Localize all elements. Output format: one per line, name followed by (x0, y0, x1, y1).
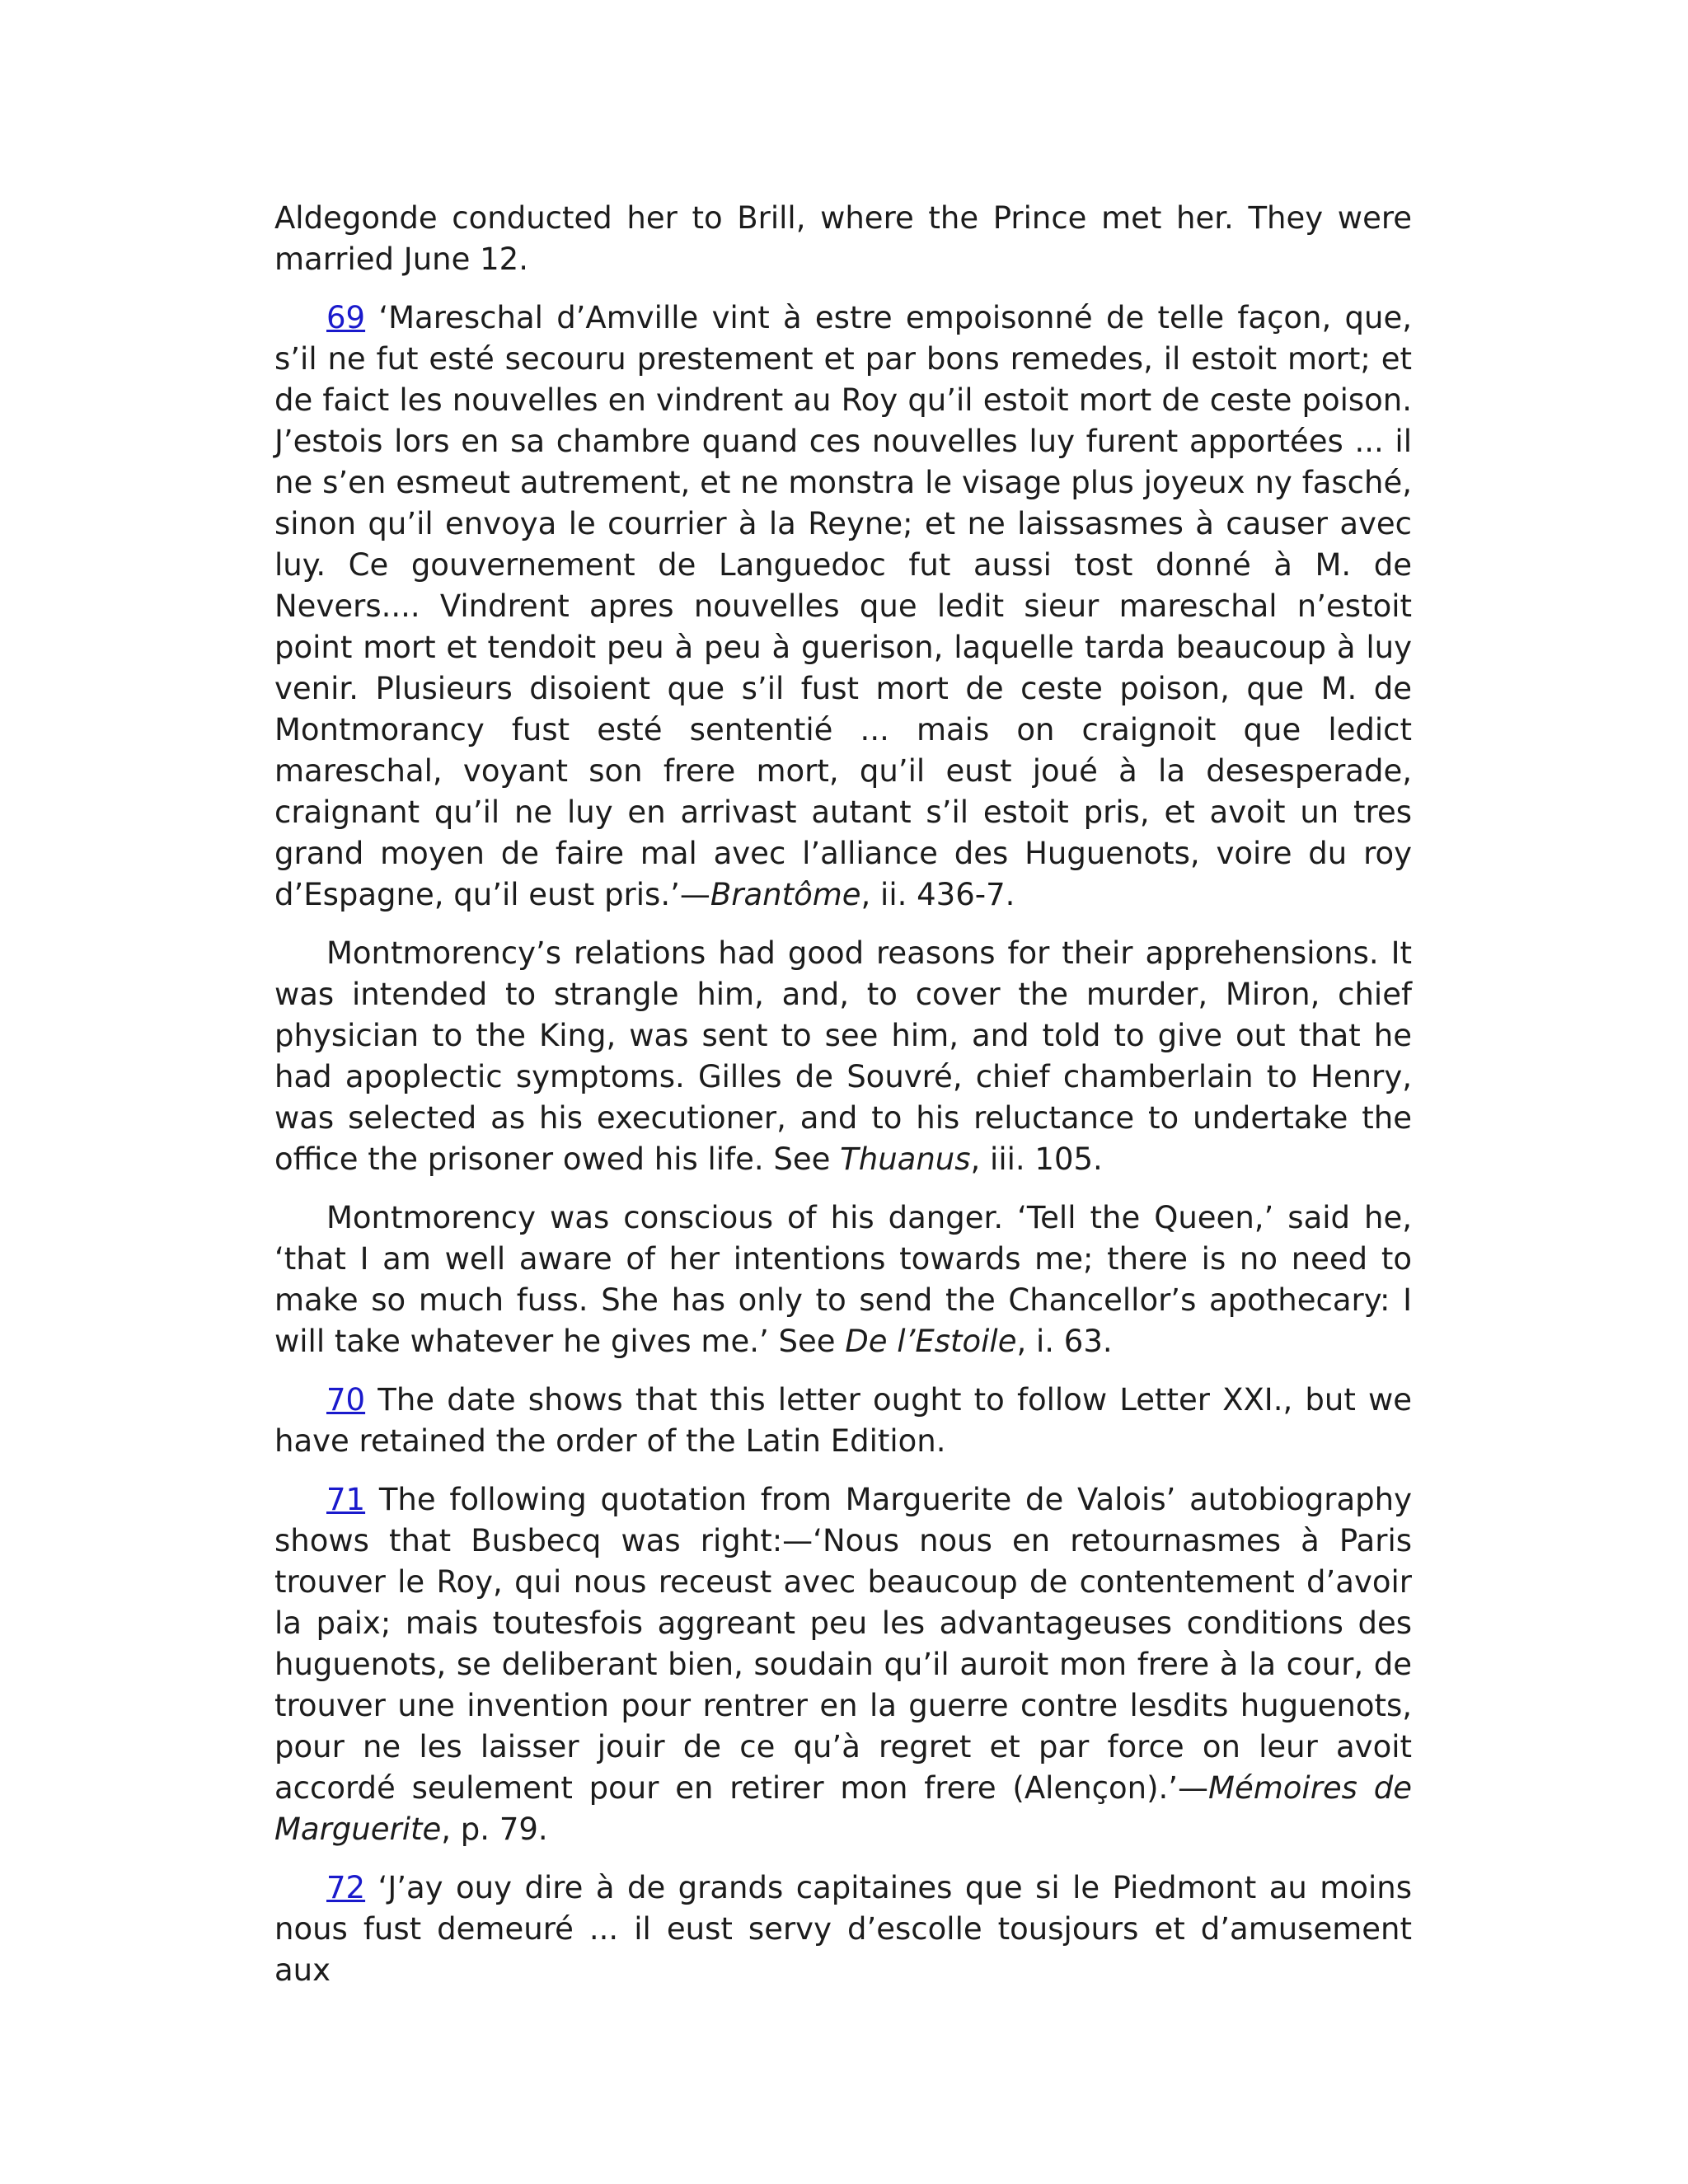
citation-reference: , i. 63. (1016, 1324, 1113, 1359)
paragraph-text: Montmorency’s relations had good reasons for their apprehensions. It was intended to strangle him, and, to cover the murder, Miron, chief physician to the King, was sent to see him, and told to give out that he had apoplectic symptoms. Gilles de Souvré, chief chamberlain to Henry, was selected as his executioner, and to his reluctance to undertake the office the prisoner owed his life. See (274, 935, 1412, 1177)
footnote-link-69[interactable]: 69 (326, 300, 366, 335)
citation-title: Brantôme (710, 877, 861, 912)
footnote-70 (274, 1380, 1412, 1462)
footnote-72 (274, 1868, 1412, 1991)
paragraph-text: The date shows that this letter ought to follow Letter XXI., but we have retained the order of the Latin Edition. (274, 1382, 1412, 1459)
footnote-69 (274, 298, 1412, 916)
citation-title: De l’Estoile (845, 1324, 1017, 1359)
citation-title: Thuanus (840, 1141, 971, 1177)
paragraph-text: ‘Mareschal d’Amville vint à estre empoisonné de telle façon, que, s’il ne fut esté secouru prestement et par bons remedes, il estoit mort; et de faict les nouvelles en vindrent au Roy qu’il estoit mort de ceste poison. J’estois lors en sa chambre quand ces nouvelles luy furent apportées ... il ne s’en esmeut autrement, et ne monstra le visage plus joyeux ny fasché, sinon qu’il envoya le courrier à la Reyne; et ne laissasmes à causer avec luy. Ce gouvernement de Languedoc fut aussi tost donné à M. de Nevers.... Vindrent apres nouvelles que ledit sieur mareschal n’estoit point mort et tendoit peu à peu à guerison, laquelle tarda beaucoup à luy venir. Plusieurs disoient que s’il fust mort de ceste poison, que M. de Montmorancy fust esté sententié ... mais on craignoit que ledict mareschal, voyant son frere mort, qu’il eust joué à la desesperade, craignant qu’il ne luy en arrivast autant s’il estoit pris, et avoit un tres grand moyen de faire mal avec l’alliance des Huguenots, voire du roy d’Espagne, qu’il eust pris.’— (274, 300, 1412, 912)
footnote-link-70[interactable]: 70 (326, 1382, 366, 1418)
footnotes-page (274, 198, 1412, 2008)
citation-reference: , ii. 436-7. (860, 877, 1015, 912)
citation-title: Mémoires de Marguerite (274, 1770, 1412, 1847)
footnote-link-72[interactable]: 72 (326, 1870, 366, 1905)
citation-reference: , iii. 105. (970, 1141, 1103, 1177)
paragraph-montmorency-relations (274, 933, 1412, 1180)
paragraph-text: Aldegonde conducted her to Brill, where the Prince met her. They were married June 12. (274, 200, 1412, 277)
paragraph-montmorency-danger (274, 1197, 1412, 1362)
paragraph-continuation (274, 198, 1412, 280)
paragraph-text: The following quotation from Marguerite de Valois’ autobiography shows that Busbecq was right:—‘Nous nous en retournasmes à Paris trouver le Roy, qui nous receust avec beaucoup de contentement d’avoir la paix; mais toutesfois aggreant peu les advantageuses conditions des huguenots, se deliberant bien, soudain qu’il auroit mon frere à la cour, de trouver une invention pour rentrer en la guerre contre lesdits huguenots, pour ne les laisser jouir de ce qu’à regret et par force on leur avoit accordé seulement pour en retirer mon frere (Alençon).’— (274, 1482, 1412, 1806)
footnote-link-71[interactable]: 71 (326, 1482, 366, 1517)
citation-reference: , p. 79. (441, 1811, 548, 1847)
paragraph-text: Montmorency was conscious of his danger. ‘Tell the Queen,’ said he, ‘that I am well aware of her intentions towards me; there is no need to make so much fuss. She has only to send the Chancellor’s apothecary: I will take whatever he gives me.’ See (274, 1200, 1412, 1359)
footnote-71 (274, 1479, 1412, 1850)
paragraph-text: ‘J’ay ouy dire à de grands capitaines que si le Piedmont au moins nous fust demeuré ... il eust servy d’escolle tousjours et d’amusement aux (274, 1870, 1412, 1988)
